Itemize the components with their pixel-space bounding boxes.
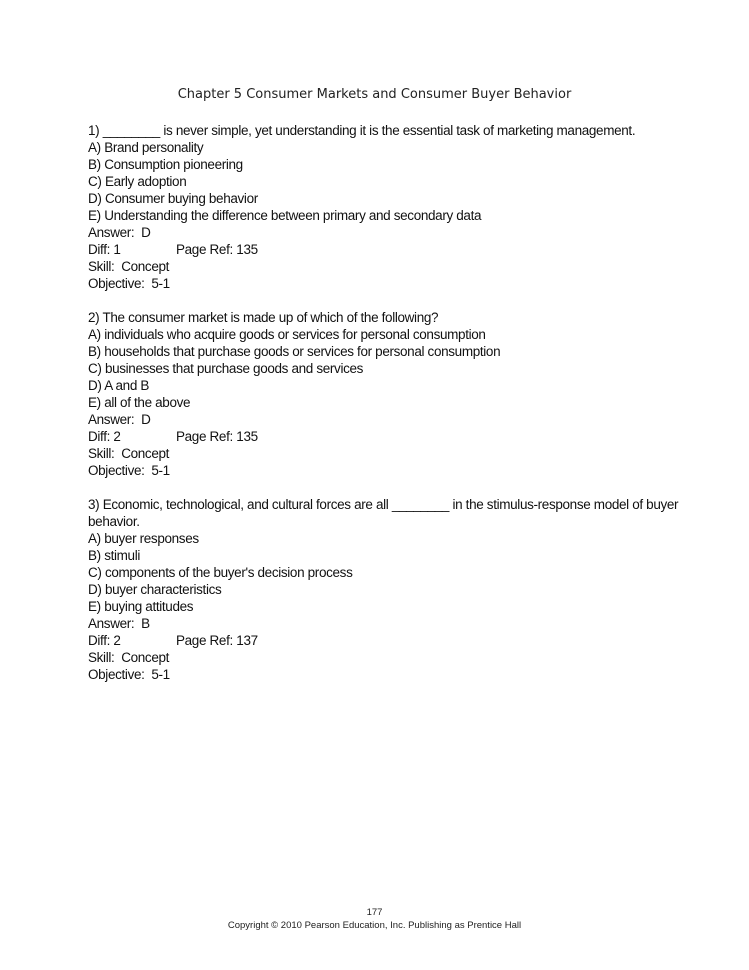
answer-option-a: A) individuals who acquire goods or services for personal consumption xyxy=(88,327,486,342)
question-2 xyxy=(88,309,688,479)
skill: Skill: Concept xyxy=(88,446,170,461)
page-reference: Page Ref: 135 xyxy=(176,429,258,444)
answer-option-e: E) buying attitudes xyxy=(88,599,194,614)
page-reference: Page Ref: 135 xyxy=(176,242,258,257)
skill: Skill: Concept xyxy=(88,259,170,274)
chapter-title: Chapter 5 Consumer Markets and Consumer Buyer Behavior xyxy=(177,87,572,102)
answer-option-a: A) buyer responses xyxy=(88,531,199,546)
answer-option-c: C) businesses that purchase goods and services xyxy=(88,361,364,376)
answer-option-b: B) Consumption pioneering xyxy=(88,157,243,172)
objective: Objective: 5-1 xyxy=(88,463,170,478)
answer-option-b: B) households that purchase goods or services for personal consumption xyxy=(88,344,501,359)
page-number: 177 xyxy=(366,907,383,918)
question-prompt: 2) The consumer market is made up of which of the following? xyxy=(88,310,439,325)
objective: Objective: 5-1 xyxy=(88,276,170,291)
difficulty-row xyxy=(88,632,688,649)
difficulty: Diff: 2 xyxy=(88,633,121,648)
answer-option-d: D) buyer characteristics xyxy=(88,582,222,597)
answer-option-a: A) Brand personality xyxy=(88,140,204,155)
answer-option-c: C) components of the buyer's decision process xyxy=(88,565,353,580)
page-reference: Page Ref: 137 xyxy=(176,633,258,648)
answer-option-d: D) A and B xyxy=(88,378,150,393)
difficulty-row xyxy=(88,241,688,258)
answer-option-b: B) stimuli xyxy=(88,548,141,563)
question-prompt: 3) Economic, technological, and cultural forces are all ________ in the stimulus-response model of buyer behavior. xyxy=(88,497,679,529)
answer-option-c: C) Early adoption xyxy=(88,174,187,189)
question-3 xyxy=(88,496,688,683)
difficulty-row xyxy=(88,428,688,445)
question-1 xyxy=(88,122,688,292)
answer-key: Answer: B xyxy=(88,616,150,631)
answer-key: Answer: D xyxy=(88,412,151,427)
question-prompt: 1) ________ is never simple, yet understanding it is the essential task of marketing management. xyxy=(88,123,636,138)
question-list xyxy=(88,122,688,700)
skill: Skill: Concept xyxy=(88,650,170,665)
objective: Objective: 5-1 xyxy=(88,667,170,682)
answer-option-e: E) all of the above xyxy=(88,395,191,410)
difficulty: Diff: 1 xyxy=(88,242,121,257)
answer-key: Answer: D xyxy=(88,225,151,240)
difficulty: Diff: 2 xyxy=(88,429,121,444)
answer-option-e: E) Understanding the difference between primary and secondary data xyxy=(88,208,482,223)
copyright-notice: Copyright © 2010 Pearson Education, Inc. Publishing as Prentice Hall xyxy=(227,920,522,931)
answer-option-d: D) Consumer buying behavior xyxy=(88,191,258,206)
